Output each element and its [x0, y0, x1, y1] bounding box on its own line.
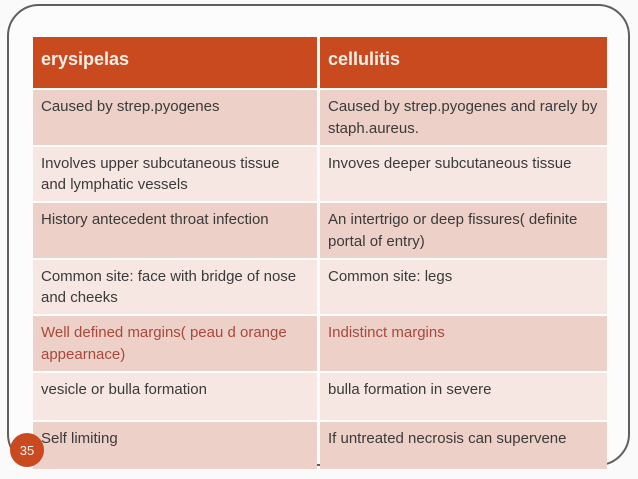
table-row	[33, 373, 607, 420]
table-cell: vesicle or bulla formation	[33, 373, 317, 420]
comparison-table	[33, 37, 607, 469]
table-cell: Well defined margins( peau d orange appearnace)	[33, 316, 317, 371]
table-cell: Common site: legs	[320, 260, 607, 315]
table-cell: Invoves deeper subcutaneous tissue	[320, 147, 607, 202]
table-row	[33, 260, 607, 315]
slide-number-badge: 35	[10, 433, 44, 467]
table-header-row	[33, 37, 607, 88]
table-row	[33, 203, 607, 258]
table-header-cellulitis: cellulitis	[320, 37, 607, 88]
table-header-erysipelas: erysipelas	[33, 37, 317, 88]
table-cell: Caused by strep.pyogenes	[33, 90, 317, 145]
table-row	[33, 316, 607, 371]
table-cell: bulla formation in severe	[320, 373, 607, 420]
table-cell: An intertrigo or deep fissures( definite portal of entry)	[320, 203, 607, 258]
table-cell: Indistinct margins	[320, 316, 607, 371]
table-cell: Caused by strep.pyogenes and rarely by staph.aureus.	[320, 90, 607, 145]
table-row	[33, 422, 607, 469]
table-row	[33, 90, 607, 145]
table-cell: History antecedent throat infection	[33, 203, 317, 258]
table-cell: Common site: face with bridge of nose and cheeks	[33, 260, 317, 315]
table-cell: If untreated necrosis can supervene	[320, 422, 607, 469]
table-row	[33, 147, 607, 202]
table-cell: Self limiting	[33, 422, 317, 469]
table-cell: Involves upper subcutaneous tissue and lymphatic vessels	[33, 147, 317, 202]
